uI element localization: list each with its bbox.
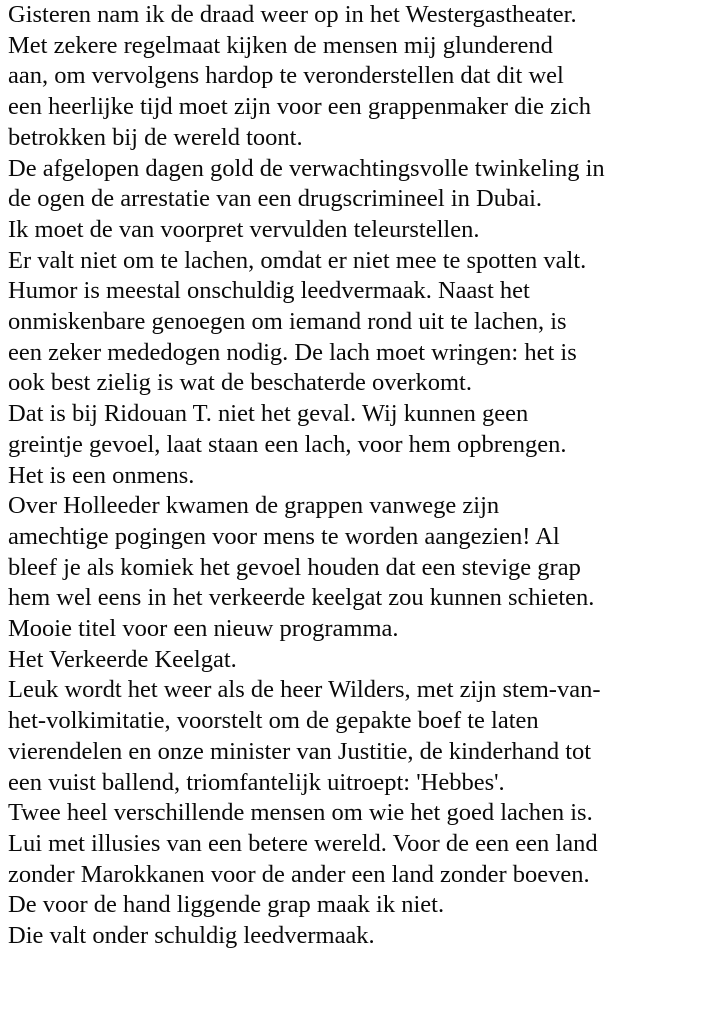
text-line: Het Verkeerde Keelgat.	[8, 645, 237, 673]
text-line: Er valt niet om te lachen, omdat er niet mee te spotten valt.	[8, 246, 587, 274]
column-text	[8, 0, 708, 952]
text-line: de ogen de arrestatie van een drugscrimineel in Dubai.	[8, 185, 543, 213]
text-line: onmiskenbare genoegen om iemand rond uit te lachen, is	[8, 308, 567, 336]
text-line: Het is een onmens.	[8, 461, 195, 489]
text-line: De afgelopen dagen gold de verwachtingsvolle twinkeling in	[8, 154, 605, 182]
text-line: Die valt onder schuldig leedvermaak.	[8, 922, 375, 950]
text-line: Over Holleeder kwamen de grappen vanwege zijn	[8, 492, 500, 520]
text-line: vierendelen en onze minister van Justitie, de kinderhand tot	[8, 737, 592, 765]
text-line: Mooie titel voor een nieuw programma.	[8, 615, 399, 643]
text-line: Leuk wordt het weer als de heer Wilders, met zijn stem-van-	[8, 676, 601, 704]
text-line: Humor is meestal onschuldig leedvermaak. Naast het	[8, 277, 530, 305]
text-line: amechtige pogingen voor mens te worden aangezien! Al	[8, 522, 560, 550]
text-line: ook best zielig is wat de beschaterde overkomt.	[8, 369, 472, 397]
text-line: Gisteren nam ik de draad weer op in het Westergastheater.	[8, 1, 577, 28]
text-line: Met zekere regelmaat kijken de mensen mij glunderend	[8, 31, 553, 59]
text-line: greintje gevoel, laat staan een lach, voor hem opbrengen.	[8, 430, 567, 458]
text-line: Ik moet de van voorpret vervulden teleurstellen.	[8, 215, 480, 243]
text-line: een heerlijke tijd moet zijn voor een grappenmaker die zich	[8, 93, 591, 121]
text-line: Dat is bij Ridouan T. niet het geval. Wij kunnen geen	[8, 400, 529, 428]
text-line: aan, om vervolgens hardop te veronderstellen dat dit wel	[8, 62, 564, 90]
text-line: Twee heel verschillende mensen om wie het goed lachen is.	[8, 799, 593, 827]
text-line: het-volkimitatie, voorstelt om de gepakte boef te laten	[8, 707, 539, 735]
text-line: hem wel eens in het verkeerde keelgat zou kunnen schieten.	[8, 584, 595, 612]
text-line: een zeker mededogen nodig. De lach moet wringen: het is	[8, 338, 577, 366]
text-line: Lui met illusies van een betere wereld. Voor de een een land	[8, 829, 598, 857]
text-line: bleef je als komiek het gevoel houden dat een stevige grap	[8, 553, 581, 581]
text-line: een vuist ballend, triomfantelijk uitroept: 'Hebbes'.	[8, 768, 505, 796]
text-line: betrokken bij de wereld toont.	[8, 123, 303, 151]
text-line: De voor de hand liggende grap maak ik niet.	[8, 891, 445, 919]
text-line: zonder Marokkanen voor de ander een land zonder boeven.	[8, 860, 590, 888]
